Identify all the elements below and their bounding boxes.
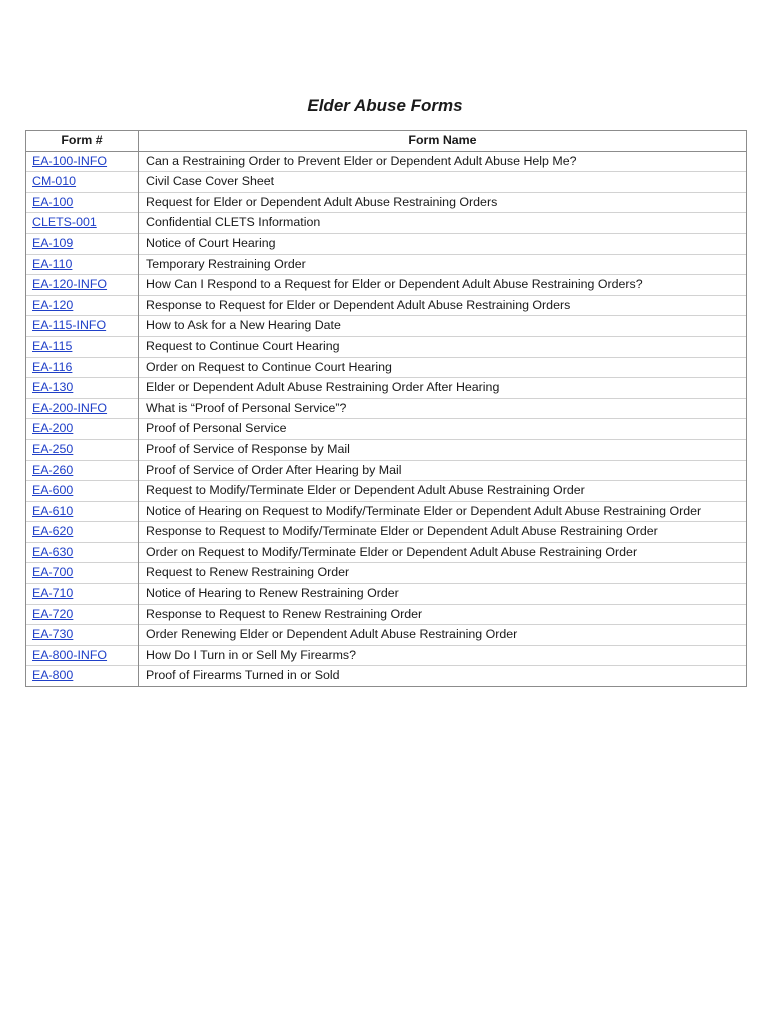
form-number-cell	[26, 192, 139, 213]
table-row	[26, 522, 747, 543]
form-name-cell: Elder or Dependent Adult Abuse Restraining Order After Hearing	[139, 378, 747, 399]
form-number-link[interactable]: EA-200	[32, 421, 74, 436]
form-number-cell	[26, 563, 139, 584]
form-name-cell: Response to Request to Renew Restraining Order	[139, 604, 747, 625]
form-number-link[interactable]: EA-110	[32, 256, 73, 271]
form-number-link[interactable]: EA-800	[32, 668, 74, 683]
form-name-cell: Response to Request for Elder or Dependent Adult Abuse Restraining Orders	[139, 295, 747, 316]
table-row	[26, 481, 747, 502]
form-number-link[interactable]: EA-630	[32, 544, 74, 559]
form-name-cell: Order on Request to Modify/Terminate Elder or Dependent Adult Abuse Restraining Order	[139, 542, 747, 563]
form-number-cell	[26, 666, 139, 687]
form-name-cell: Notice of Hearing on Request to Modify/Terminate Elder or Dependent Adult Abuse Restraining Order	[139, 501, 747, 522]
table-header-row	[26, 131, 747, 152]
form-name-cell: Proof of Service of Response by Mail	[139, 439, 747, 460]
column-header-form-number: Form #	[26, 131, 139, 152]
table-row	[26, 316, 747, 337]
form-number-cell	[26, 254, 139, 275]
form-name-cell: How Can I Respond to a Request for Elder or Dependent Adult Abuse Restraining Orders?	[139, 275, 747, 296]
table-row	[26, 666, 747, 687]
form-name-cell: Order Renewing Elder or Dependent Adult Abuse Restraining Order	[139, 625, 747, 646]
form-number-link[interactable]: EA-600	[32, 483, 74, 498]
forms-table	[25, 130, 747, 687]
table-row	[26, 645, 747, 666]
form-number-link[interactable]: CM-010	[32, 174, 77, 189]
form-number-cell	[26, 213, 139, 234]
table-row	[26, 336, 747, 357]
form-name-cell: Proof of Service of Order After Hearing by Mail	[139, 460, 747, 481]
table-row	[26, 604, 747, 625]
form-number-cell	[26, 625, 139, 646]
table-row	[26, 563, 747, 584]
form-name-cell: Can a Restraining Order to Prevent Elder or Dependent Adult Abuse Help Me?	[139, 151, 747, 172]
form-number-cell	[26, 295, 139, 316]
table-row	[26, 419, 747, 440]
form-name-cell: Response to Request to Modify/Terminate Elder or Dependent Adult Abuse Restraining Order	[139, 522, 747, 543]
form-number-cell	[26, 378, 139, 399]
form-number-link[interactable]: EA-120	[32, 297, 74, 312]
form-number-link[interactable]: EA-250	[32, 441, 74, 456]
table-row	[26, 172, 747, 193]
table-row	[26, 192, 747, 213]
form-number-cell	[26, 357, 139, 378]
table-row	[26, 254, 747, 275]
form-number-link[interactable]: EA-700	[32, 565, 74, 580]
form-name-cell: Request to Modify/Terminate Elder or Dependent Adult Abuse Restraining Order	[139, 481, 747, 502]
form-name-cell: Request for Elder or Dependent Adult Abuse Restraining Orders	[139, 192, 747, 213]
form-number-link[interactable]: EA-610	[32, 503, 74, 518]
form-number-cell	[26, 584, 139, 605]
form-name-cell: Notice of Court Hearing	[139, 233, 747, 254]
form-number-cell	[26, 604, 139, 625]
table-row	[26, 460, 747, 481]
table-row	[26, 584, 747, 605]
table-row	[26, 151, 747, 172]
form-number-link[interactable]: EA-720	[32, 606, 74, 621]
table-row	[26, 213, 747, 234]
form-number-link[interactable]: EA-730	[32, 627, 74, 642]
form-number-link[interactable]: EA-100-INFO	[32, 153, 108, 168]
form-name-cell: What is “Proof of Personal Service”?	[139, 398, 747, 419]
form-number-link[interactable]: EA-620	[32, 524, 74, 539]
form-number-link[interactable]: EA-800-INFO	[32, 647, 108, 662]
form-number-cell	[26, 172, 139, 193]
form-number-cell	[26, 419, 139, 440]
table-row	[26, 542, 747, 563]
form-name-cell: Notice of Hearing to Renew Restraining Order	[139, 584, 747, 605]
form-name-cell: Request to Continue Court Hearing	[139, 336, 747, 357]
form-name-cell: Confidential CLETS Information	[139, 213, 747, 234]
table-row	[26, 275, 747, 296]
form-number-cell	[26, 460, 139, 481]
form-number-cell	[26, 336, 139, 357]
form-number-cell	[26, 439, 139, 460]
form-number-cell	[26, 398, 139, 419]
form-number-link[interactable]: EA-120-INFO	[32, 277, 108, 292]
form-number-link[interactable]: EA-260	[32, 462, 74, 477]
form-number-link[interactable]: CLETS-001	[32, 215, 97, 230]
form-number-cell	[26, 316, 139, 337]
column-header-form-name: Form Name	[139, 131, 747, 152]
form-number-link[interactable]: EA-100	[32, 194, 74, 209]
form-number-cell	[26, 542, 139, 563]
form-number-cell	[26, 233, 139, 254]
form-name-cell: Request to Renew Restraining Order	[139, 563, 747, 584]
form-number-link[interactable]: EA-130	[32, 380, 74, 395]
form-name-cell: Order on Request to Continue Court Hearing	[139, 357, 747, 378]
form-name-cell: Proof of Personal Service	[139, 419, 747, 440]
form-number-link[interactable]: EA-710	[32, 586, 74, 601]
table-row	[26, 398, 747, 419]
form-name-cell: How Do I Turn in or Sell My Firearms?	[139, 645, 747, 666]
form-name-cell: How to Ask for a New Hearing Date	[139, 316, 747, 337]
form-number-cell	[26, 481, 139, 502]
table-row	[26, 295, 747, 316]
form-number-link[interactable]: EA-115-INFO	[32, 318, 107, 333]
table-body	[26, 151, 747, 686]
form-number-link[interactable]: EA-116	[32, 359, 73, 374]
form-name-cell: Proof of Firearms Turned in or Sold	[139, 666, 747, 687]
table-row	[26, 501, 747, 522]
table-row	[26, 233, 747, 254]
table-row	[26, 378, 747, 399]
form-number-link[interactable]: EA-115	[32, 338, 73, 353]
form-number-link[interactable]: EA-109	[32, 235, 74, 250]
page-title: Elder Abuse Forms	[307, 96, 463, 115]
form-number-link[interactable]: EA-200-INFO	[32, 400, 108, 415]
form-name-cell: Temporary Restraining Order	[139, 254, 747, 275]
form-name-cell: Civil Case Cover Sheet	[139, 172, 747, 193]
form-number-cell	[26, 645, 139, 666]
table-row	[26, 625, 747, 646]
form-number-cell	[26, 275, 139, 296]
form-number-cell	[26, 151, 139, 172]
form-number-cell	[26, 522, 139, 543]
form-number-cell	[26, 501, 139, 522]
table-row	[26, 439, 747, 460]
table-row	[26, 357, 747, 378]
